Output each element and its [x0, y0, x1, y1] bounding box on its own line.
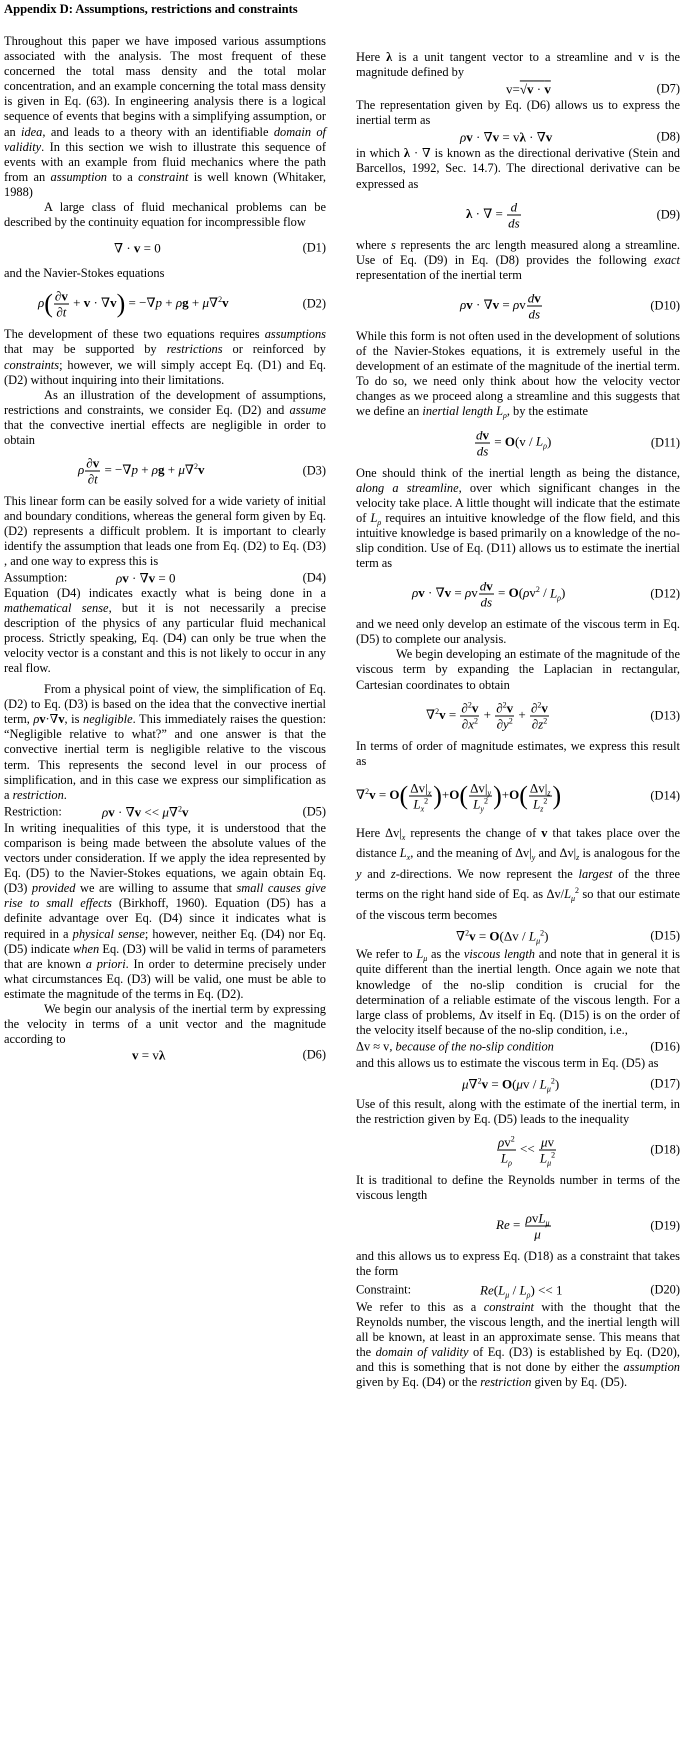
equation-d10: ρv · ∇v = ρv $\frac{dv}{ds}$ (D10): [460, 290, 680, 322]
paragraph-directional-derivative: in which λ · ∇ is known as the directional derivative (Stein and Barcellos, 1992, Sec. 14.7). The directional derivative can be expressed as: [356, 146, 680, 191]
equation-d14: ∇$^2$v = O( $\frac{\Delta v|_x}{L_x^2}$ )+O( $\frac{\Delta v|_y}{L_y^2}$ )+O( $\frac{\Delta v|_z}{L_z^2}$ ) (D14): [356, 780, 680, 814]
equation-d3: ρ $\frac{\partial v}{\partial t}$ = −∇p + ρg + μ∇$^2$v (D3): [78, 455, 326, 487]
right-column: [356, 50, 680, 1390]
equation-d4: Assumption: ρv · ∇v = 0 (D4): [4, 569, 326, 585]
paragraph-order-magnitude: In terms of order of magnitude estimates, we express this result as: [356, 738, 680, 768]
equation-d1: ∇ · v = 0 (D1): [114, 240, 326, 256]
paragraph-intro: Throughout this paper we have imposed various assumptions associated with the analysis. The most frequent of these concerned the total mass density and the total molar concentration, and an example concerning the total mass density is given in Eq. (63). In engineering analysis there is a logical sequence of events that begins with a simplifying assumption, or an idea, and leads to a theory with an identifiable domain of validity. In this section we wish to illustrate this sequence of events with an example from fluid mechanics where the path from an assumption to a constraint is well known (Whitaker, 1988): [4, 34, 326, 199]
equation-d11: $\frac{dv}{ds}$ = $O(v / L_\rho)$ (D11): [476, 427, 680, 458]
paragraph-viscous-estimate: and we need only develop an estimate of the viscous term in Eq. (D5) to complete our analysis.: [356, 617, 680, 647]
equation-d19: Re = $\frac{\rho vL_\mu}{\mu}$ (D19): [496, 1210, 680, 1242]
paragraph-estimate-viscous: and this allows us to estimate the viscous term in Eq. (D5) as: [356, 1055, 659, 1070]
paragraph-arc-length: where s represents the arc length measured along a streamline. Use of Eq. (D9) in Eq. (D8) provides the following exact representation of the inertial term: [356, 237, 680, 282]
equation-d15: $\nabla^2v = O(\Delta v / L_\mu^2)$ (D15): [456, 928, 680, 946]
equation-d6: v = vλ (D6): [132, 1047, 326, 1063]
equation-d5: Restriction: ρv · ∇v << μ∇$^2$v (D5): [4, 804, 326, 820]
equation-d8: ρv · ∇v = vλ · ∇v (D8): [460, 129, 680, 145]
equation-d2: ρ( $\frac{\partial v}{\partial t}$ + v · ∇v) = −∇p + ρg + μ∇$^2$v (D2): [38, 288, 326, 320]
paragraph-navier-stokes: and the Navier-Stokes equations: [4, 266, 165, 281]
equation-d16: Δv ≈ v, because of the no-slip condition (D16): [356, 1039, 680, 1054]
left-column: [4, 0, 326, 1063]
paragraph-representation: The representation given by Eq. (D6) allows us to express the inertial term as: [356, 98, 680, 128]
equation-d18: $\frac{\rho v^2}{L_\rho}$ << $\frac{\mu v}{L_\mu^2}$ (D18): [498, 1134, 680, 1168]
paragraph-inertial-analysis: We begin our analysis of the inertial term by expressing the velocity in terms of a unit vector and the magnitude according to: [4, 1001, 326, 1047]
paragraph-inertial-length: While this form is not often used in the development of solutions of the Navier-Stokes equations, it is extremely useful in the development of an estimate of the magnitude of the inertial term. To do so, we need only think about how the velocity vector changes as we proceed along a streamline and this suggests that we define an inertial length $L_\rho$, by the estimate: [356, 328, 680, 421]
paragraph-streamline-distance: One should think of the inertial length as being the distance, along a streamline, over which significant changes in the velocity take place. A little thought will indicate that the estimate of $L_\rho$ requires an intuitive knowledge of the flow field, and this intuitive knowledge is based primarily on a knowledge of the no-slip condition. Use of Eq. (D11) allows us to estimate the inertial term as: [356, 465, 680, 571]
paragraph-viscous-length: We refer to $L_\mu$ as the viscous length and note that in general it is quite different than the inertial length. Once again we note that knowledge of the no-slip condition is crucial for the determination of a reliable estimate of the viscous length. For a large class of problems, Δv itself in Eq. (D15) is on the order of the velocity itself because of the no-slip condition, i.e.,: [356, 947, 680, 1037]
paragraph-express-constraint: and this allows us to express Eq. (D18) as a constraint that takes the form: [356, 1249, 680, 1279]
paragraph-constraint: We refer to this as a constraint with the thought that the Reynolds number, the viscous length, and the inertial length will all be known, at least in an approximate sense. This means that the domain of validity of Eq. (D3) is established by Eq. (D20), and this is something that is not done by either the assumption given by Eq. (D4) or the restriction given by Eq. (D5).: [356, 1299, 681, 1389]
appendix-heading: Appendix D: Assumptions, restrictions and constraints: [4, 2, 298, 16]
equation-d20: Constraint: $Re(L_\mu / L_\rho) << 1$ (D20): [356, 1281, 680, 1299]
equation-d7: v=√v · v (D7): [506, 81, 680, 97]
equation-d12: ρv · ∇v = ρv $\frac{dv}{ds}$ = $O(\rho v^2 / L_\rho)$ (D12): [412, 578, 680, 610]
paragraph-linear-form: This linear form can be easily solved for a wide variety of initial and boundary conditions, whereas the general form given by Eq. (D2) represents a difficult problem. It is important to clearly identify the assumption that leads one from Eq. (D2) to Eq. (D3) , and one way to express this is: [4, 494, 326, 569]
paragraph-reynolds: It is traditional to define the Reynolds number in terms of the viscous length: [356, 1173, 680, 1203]
equation-d13: ∇$^2$v = $\frac{\partial^2v}{\partial x^2}$ + $\frac{\partial^2v}{\partial y^2}$ + $\frac{\partial^2v}{\partial z^2}$ (D13): [426, 700, 680, 732]
paragraph-laplacian: We begin developing an estimate of the magnitude of the viscous term by expanding the Laplacian in rectangular, Cartesian coordinates to obtain: [356, 647, 680, 692]
paragraph-inequality: Use of this result, along with the estimate of the inertial term, in the restriction given by Eq. (D5) leads to the inequality: [356, 1096, 680, 1127]
paragraph-inequalities: In writing inequalities of this type, it is understood that the comparison is being made between the absolute values of the vectors under consideration. If we apply the idea represented by Eq. (D5) to the Navier-Stokes equations, we again obtain Eq. (D3) provided we are willing to assume that small causes give rise to small effects (Birkhoff, 1960). Equation (D5) has a definite advantage over Eq. (D4) since it indicates what is required in a physical sense; however, neither Eq. (D4) nor Eq. (D5) indicate when Eq. (D3) will be valid in terms of parameters that are known a priori. In order to determine precisely under what circumstances Eq. (D3) will be valid, one must be able to estimate the magnitude of the terms in Eq. (D2).: [4, 820, 327, 1001]
paragraph-unit-tangent: Here λ is a unit tangent vector to a streamline and v is the magnitude defined by: [356, 50, 681, 80]
paragraph-physical-view: From a physical point of view, the simplification of Eq. (D2) to Eq. (D3) is based on the idea that the convective inertial term, ρv·∇v, is negligible. This immediately raises the question: “Negligible relative to what?” and one answer is that the convective inertial term is negligible relative to the viscous term. This represents the second level in our process of simplification, and in this case we express our simplification as a restriction.: [4, 682, 327, 802]
equation-d9: λ · ∇ = $\frac{d}{ds}$ (D9): [466, 199, 680, 231]
paragraph-continuity: A large class of fluid mechanical problems can be described by the continuity equation for incompressible flow: [4, 200, 326, 230]
paragraph-change-of-v: Here $\Delta v|_x$ represents the change of v that takes place over the distance $L_x$, and the meaning of $\Delta v|_y$ and $\Delta v|_z$ is analogous for the y and z-directions. We now represent the largest of the three terms on the right hand side of Eq. as $\Delta v/L_\mu^2$ so that our estimate of the viscous term becomes: [356, 825, 681, 922]
paragraph-illustration: As an illustration of the development of assumptions, restrictions and constraints, we consider Eq. (D2) and assume that the convective inertial effects are negligible in order to obtain: [4, 387, 326, 447]
equation-d17: $\mu\nabla^2v = O(\mu v / L_\mu^2)$ (D17): [462, 1076, 680, 1094]
paragraph-development: The development of these two equations requires assumptions that may be supported by restrictions or reinforced by constraints; however, we will simply accept Eq. (D1) and Eq. (D2) without inquiring into their limitations.: [4, 327, 326, 387]
paragraph-equation-d4: Equation (D4) indicates exactly what is being done in a mathematical sense, but it is not necessarily a precise description of the physics of any particular fluid mechanical process. Strictly speaking, Eq. (D4) can only be true when the velocity vector is a constant and this is not likely to occur in any real flow.: [4, 585, 326, 675]
